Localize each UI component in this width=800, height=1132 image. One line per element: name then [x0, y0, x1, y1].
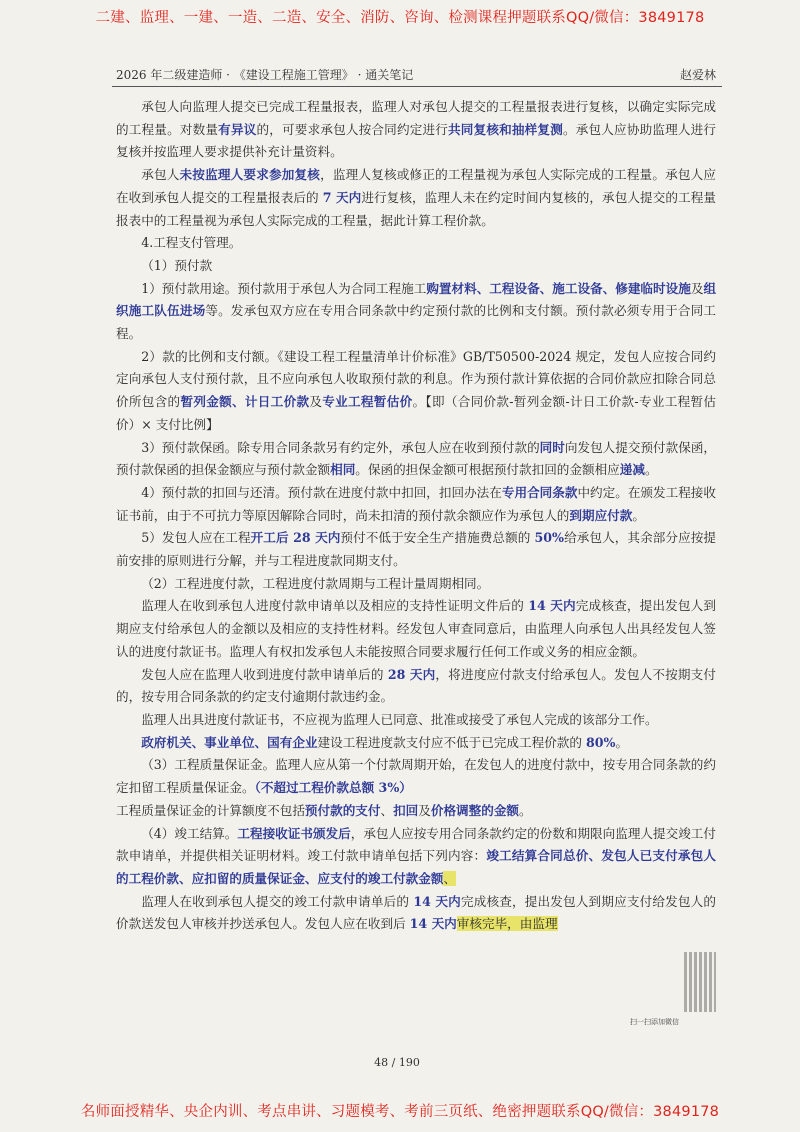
paragraph-progress-review: 监理人在收到承包人进度付款申请单以及相应的支持性证明文件后的 14 天内完成核查，提出发包人到期应支付给承包人的金额以及相应的支持性材料。经发包人审查同意后，由监理人向承包人出具经发包人签认的进度付款证书。监理人有权扣发承包人未能按照合同要求履行任何工作或义务的相应金额。	[116, 598, 716, 659]
paragraph-1: 承包人向监理人提交已完成工程量报表，监理人对承包人提交的工程量报表进行复核，以确定实际完成的工程量。对数量有异议的，可要求承包人按合同约定进行共同复核和抽样复测。承包人应协助监理人进行复核并按监理人要求提供补充计量资料。	[116, 99, 717, 160]
section-heading-payment: 4.工程支付管理。	[141, 235, 242, 251]
document-page	[82, 44, 717, 1094]
page-number: 48 / 190	[374, 1056, 420, 1069]
qr-code-image	[684, 952, 716, 1012]
subheading-progress-payment: （2）工程进度付款，工程进度付款周期与工程计量周期相同。	[141, 575, 490, 591]
bottom-banner: 名师面授精华、央企内训、考点串讲、习题模考、考前三页纸、绝密押题联系QQ/微信：3849178	[80, 1104, 720, 1120]
header-author: 赵爱林	[679, 68, 716, 82]
page-body	[116, 96, 716, 936]
top-banner: 二建、监理、一建、一造、二造、安全、消防、咨询、检测课程押题联系QQ/微信：3849178	[95, 10, 705, 26]
paragraph-advance-deduction: 4）预付款的扣回与还清。预付款在进度付款中扣回，扣回办法在专用合同条款中约定。在颁发工程接收证书前，由于不可抗力等原因解除合同时，尚未扣清的预付款余额应作为承包人的到期应付款。	[116, 484, 717, 523]
paragraph-progress-pay: 发包人应在监理人收到进度付款申请单后的 28 天内，将进度应付款支付给承包人。发包人不按期支付的，按专用合同条款的约定支付逾期付款违约金。	[116, 666, 716, 705]
header-title: 2026 年二级建造师 · 《建设工程施工管理》 · 通关笔记	[116, 68, 414, 82]
paragraph-completion-settlement: （4）竣工结算。工程接收证书颁发后，承包人应按专用合同条款约定的份数和期限向监理人提交竣工付款申请单，并提供相关证明材料。竣工付款申请单包括下列内容：竣工结算合同总价、发包人已支付承包人的工程价款、应扣留的质量保证金、应支付的竣工付款金额、	[116, 825, 717, 886]
paragraph-advance-guarantee: 3）预付款保函。除专用合同条款另有约定外，承包人应在收到预付款的同时向发包人提交预付款保函，预付款保函的担保金额应与预付款金额相同。保函的担保金额可根据预付款扣回的金额相应递减。	[116, 439, 717, 478]
subheading-advance: （1）预付款	[141, 257, 213, 273]
paragraph-advance-use: 1）预付款用途。预付款用于承包人为合同工程施工购置材料、工程设备、施工设备、修建临时设施及组织施工队伍进场等。发承包双方应在专用合同条款中约定预付款的比例和支付额。预付款必须专用于合同工程。	[116, 280, 717, 342]
paragraph-deposit-scope: 工程质量保证金的计算额度不包括预付款的支付、扣回及价格调整的金额。	[116, 802, 532, 818]
paragraph-certificate: 监理人出具进度付款证书，不应视为监理人已同意、批准或接受了承包人完成的该部分工作。	[141, 711, 658, 727]
paragraph-quality-deposit: （3）工程质量保证金。监理人应从第一个付款周期开始，在发包人的进度付款中，按专用合同条款的约定扣留工程质量保证金。（不超过工程价款总额 3%）	[116, 757, 716, 796]
paragraph-safety-fee: 5）发包人应在工程开工后 28 天内预付不低于安全生产措施费总额的 50%给承包人，其余部分应按提前安排的原则进行分解，并与工程进度款同期支付。	[116, 530, 717, 569]
qr-label: 扫一扫添加微信	[630, 1018, 679, 1026]
paragraph-completion-review: 监理人在收到承包人提交的竣工付款申请单后的 14 天内完成核查，提出发包人到期应支付给发包人的价款送发包人审核并抄送承包人。发包人应在收到后 14 天内审核完毕，由监理	[116, 893, 716, 932]
paragraph-2: 承包人未按监理人要求参加复核，监理人复核或修正的工程量视为承包人实际完成的工程量。承包人应在收到承包人提交的工程量报表后的 7 天内进行复核，监理人未在约定时间内复核的，承包人提交的工程量报表中的工程量视为承包人实际完成的工程量，据此计算工程价款。	[116, 167, 717, 228]
paragraph-government: 政府机关、事业单位、国有企业建设工程进度款支付应不低于已完成工程价款的 80%。	[141, 734, 629, 750]
paragraph-advance-ratio: 2）款的比例和支付额。《建设工程工程量清单计价标准》GB/T50500-2024 规定，发包人应按合同约定向承包人支付预付款，且不应向承包人收取预付款的利息。作为预付款计算依据的合同价款应扣除合同总价所包含的暂列金额、计日工价款及专业工程暂估价。【即（合同价款-暂列金额-计日工价款-专业工程暂估价）× 支付比例】	[116, 348, 717, 432]
header-rule	[112, 86, 722, 87]
